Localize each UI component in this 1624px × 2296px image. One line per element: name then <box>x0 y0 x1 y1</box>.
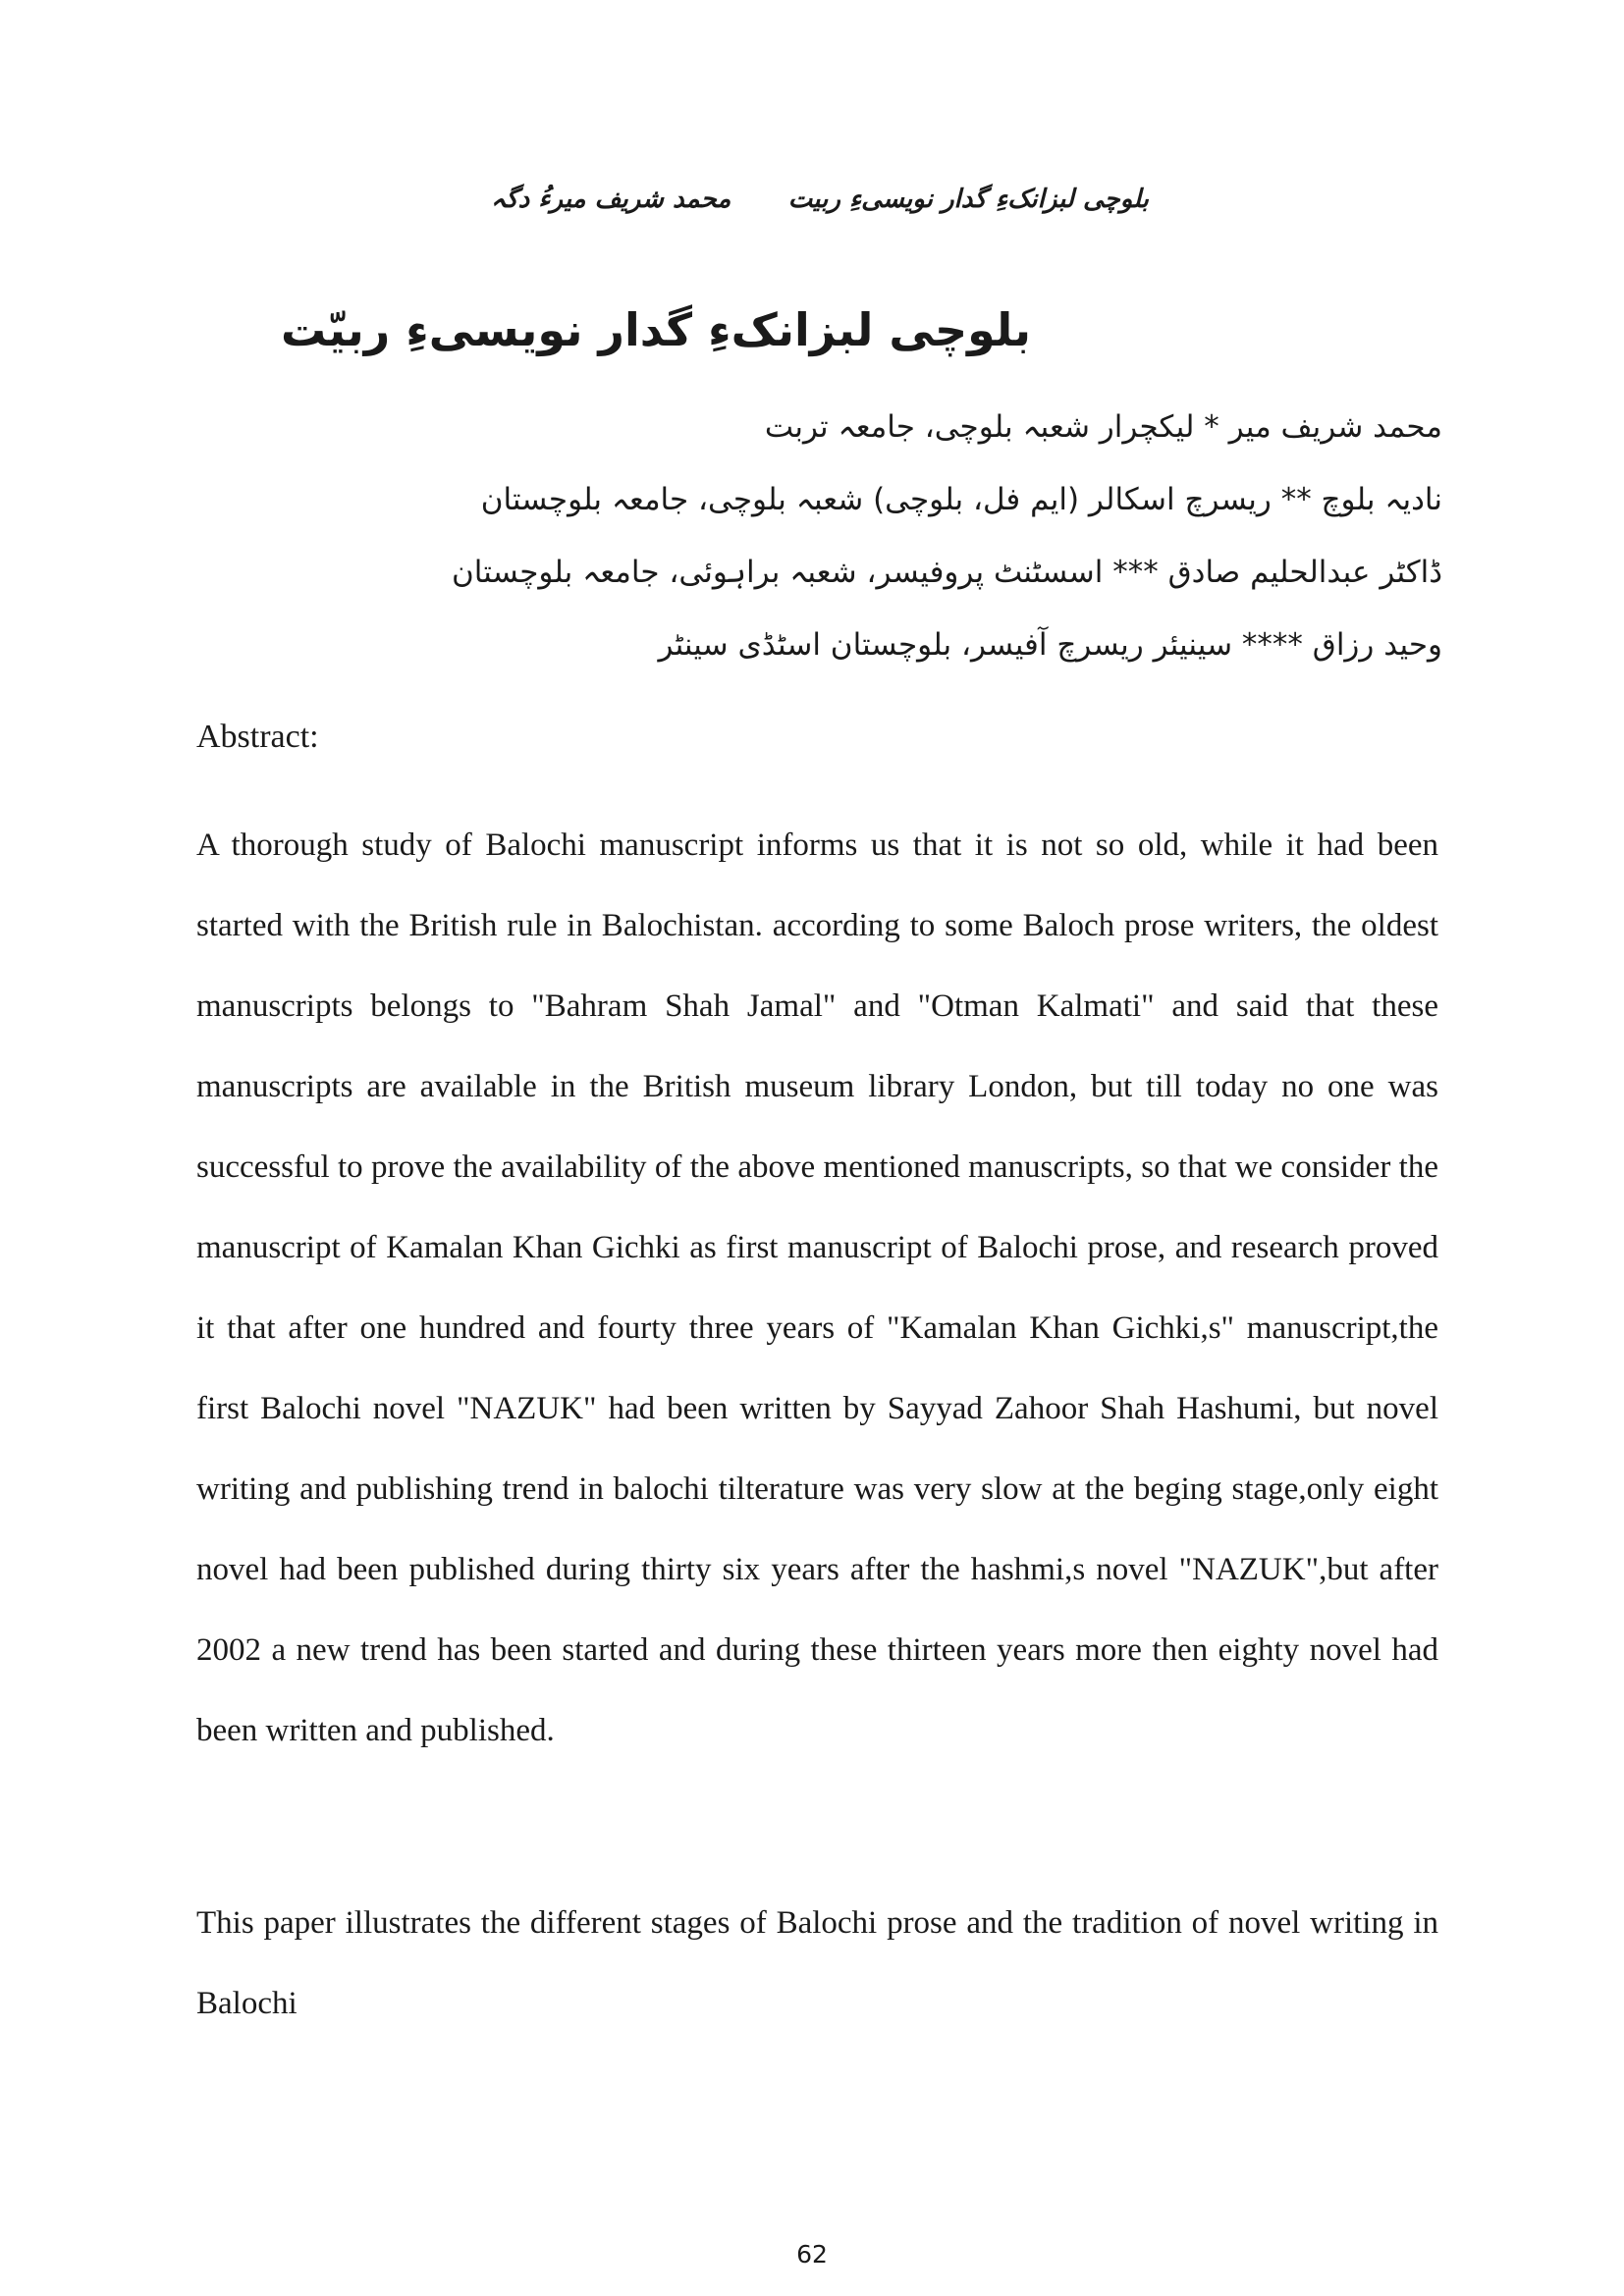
paper-title: بلوچی لبزانکءِ گدار نویسیءِ ربیّت <box>280 302 1031 356</box>
running-header-title: بلوچی لبزانکءِ گدار نویسیءِ ربیت <box>787 185 1149 214</box>
author-line: ڈاکٹر عبدالحلیم صادق *** اسسٹنٹ پروفیسر، شعبہ براہوئی، جامعہ بلوچستان <box>452 555 1442 590</box>
author-line: محمد شریف میر * لیکچرار شعبہ بلوچی، جامعہ تربت <box>764 409 1442 445</box>
abstract-paragraph: A thorough study of Balochi manuscript informs us that it is not so old, while it had been started with the British rule in Balochistan. according to some Baloch prose writers, the oldest manuscripts belongs to "Bahram Shah Jamal" and "Otman Kalmati" and said that these manuscripts are available in the British museum library London, but till today no one was successful to prove the availability of the above mentioned manuscripts, so that we consider the manuscript of Kamalan Khan Gichki as first manuscript of Balochi prose, and research proved it that after one hundred and fourty three years of "Kamalan Khan Gichki,s" manuscript,the first Balochi novel "NAZUK" had been written by Sayyad Zahoor Shah Hashumi, but novel writing and publishing trend in balochi tilterature was very slow at the beging stage,only eight novel had been published during thirty six years after the hashmi,s novel "NAZUK",but after 2002 a new trend has been started and during these thirteen years more then eighty novel had been written and published. <box>196 828 1438 1748</box>
author-line: نادیہ بلوچ ** ریسرچ اسکالر (ایم فل، بلوچی) شعبہ بلوچی، جامعہ بلوچستان <box>480 482 1442 517</box>
abstract-paragraph: This paper illustrates the different stages of Balochi prose and the tradition of novel writing in Balochi <box>196 1905 1438 2021</box>
running-header <box>491 185 1149 224</box>
author-line: وحید رزاق **** سینیئر ریسرچ آفیسر، بلوچستان اسٹڈی سینٹر <box>658 627 1442 663</box>
abstract-heading: Abstract: <box>196 719 319 755</box>
page-number: 62 <box>796 2240 828 2269</box>
author-list <box>452 391 1442 681</box>
running-header-author: محمد شریف میرءُ دگہ <box>491 185 731 214</box>
